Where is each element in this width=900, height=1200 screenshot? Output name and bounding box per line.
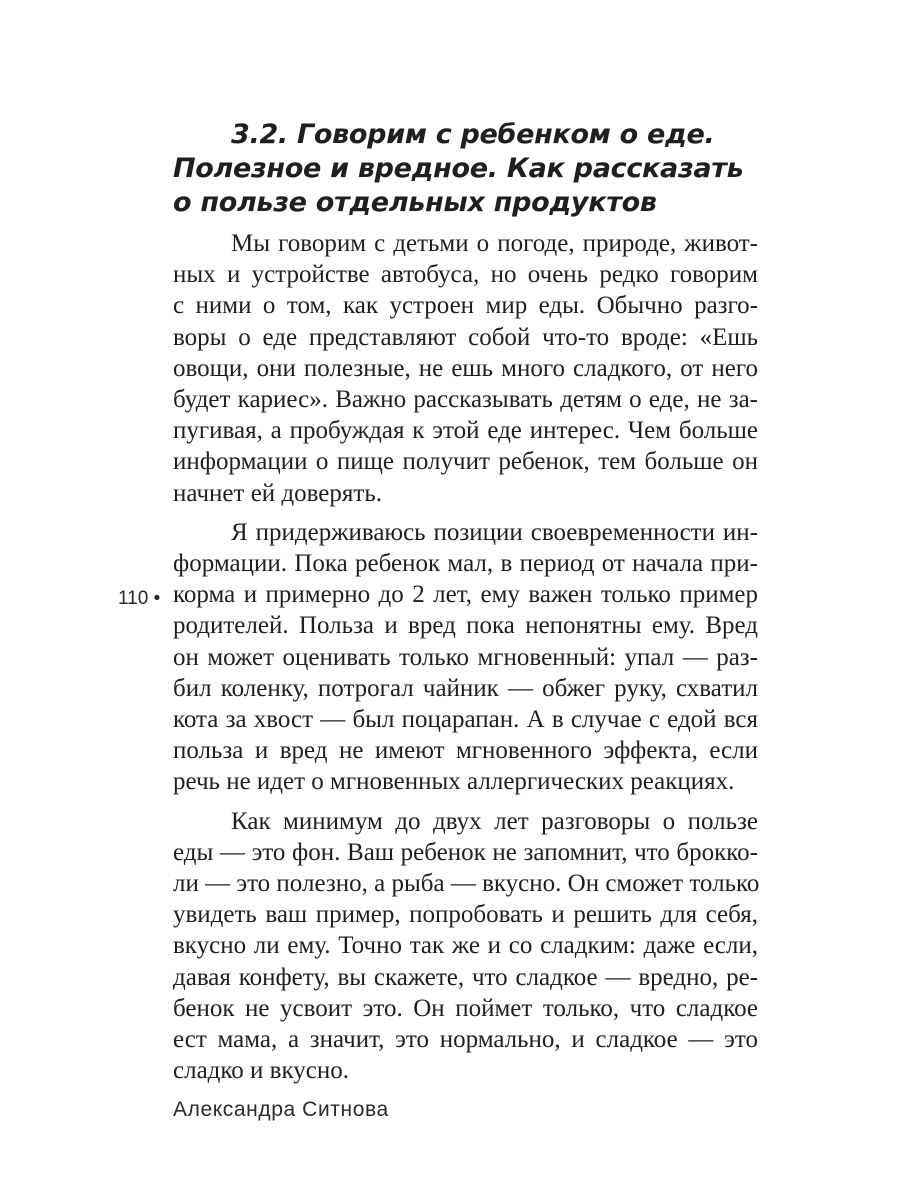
text-line: Я придерживаюсь позиции своевременности ин- — [231, 518, 758, 546]
text-line: увидеть ваш пример, попробовать и решить для себя, — [173, 901, 758, 929]
text-line: формации. Пока ребенок мал, в период от начала при- — [173, 550, 758, 578]
text-line: с ними о том, как устроен мир еды. Обычно разго- — [173, 292, 758, 320]
page-number: 110 • — [118, 588, 161, 609]
text-line: сладко и вкусно. — [173, 1057, 349, 1085]
text-line: воры о еде представляют собой что-то вроде: «Ешь — [173, 323, 758, 351]
text-line: информации о пище получит ребенок, тем больше он — [173, 448, 758, 476]
text-line: родителей. Польза и вред пока непонятны ему. Вред — [173, 612, 758, 640]
author-footer: Александра Ситнова — [173, 1098, 389, 1121]
text-line: польза и вред не имеют мгновенного эффекта, если — [173, 737, 758, 765]
heading-line: о пользе отдельных продуктов — [173, 187, 657, 218]
paragraph-2 — [173, 517, 758, 798]
text-line: ли — это полезно, а рыба — вкусно. Он сможет только — [173, 870, 760, 898]
text-line: будет кариес». Важно рассказывать детям о еде, не за- — [173, 386, 758, 414]
text-line: пугивая, а пробуждая к этой еде интерес. Чем больше — [173, 417, 758, 445]
heading-line: 3.2. Говорим с ребенком о еде. — [231, 119, 715, 150]
heading-line: Полезное и вредное. Как рассказать — [173, 153, 744, 184]
text-line: вкусно ли ему. Точно так же и со сладким: даже если, — [173, 932, 758, 960]
text-line: он может оценивать только мгновенный: упал — раз- — [173, 643, 758, 671]
text-line: Как минимум до двух лет разговоры о пользе — [231, 807, 758, 835]
text-line: корма и примерно до 2 лет, ему важен только пример — [173, 581, 758, 609]
text-line: начнет ей доверять. — [173, 479, 382, 507]
text-line: давая конфету, вы скажете, что сладкое — вредно, ре- — [173, 963, 758, 991]
section-heading — [173, 118, 793, 220]
paragraph-3 — [173, 806, 758, 1087]
paragraph-1 — [173, 228, 758, 509]
text-line: овощи, они полезные, не ешь много сладкого, от него — [173, 354, 758, 382]
text-line: еды — это фон. Ваш ребенок не запомнит, что брокко- — [173, 838, 758, 866]
text-line: речь не идет о мгновенных аллергических реакциях. — [173, 768, 735, 796]
text-line: кота за хвост — был поцарапан. А в случае с едой вся — [173, 706, 758, 734]
body-text — [173, 228, 758, 1094]
text-line: ест мама, а значит, это нормально, и сладкое — это — [173, 1026, 758, 1054]
text-line: ных и устройстве автобуса, но очень редко говорим — [173, 261, 758, 289]
text-line: бенок не усвоит это. Он поймет только, что сладкое — [173, 994, 758, 1022]
text-line: бил коленку, потрогал чайник — обжег руку, схватил — [173, 674, 758, 702]
text-line: Мы говорим с детьми о погоде, природе, живот- — [231, 230, 758, 257]
